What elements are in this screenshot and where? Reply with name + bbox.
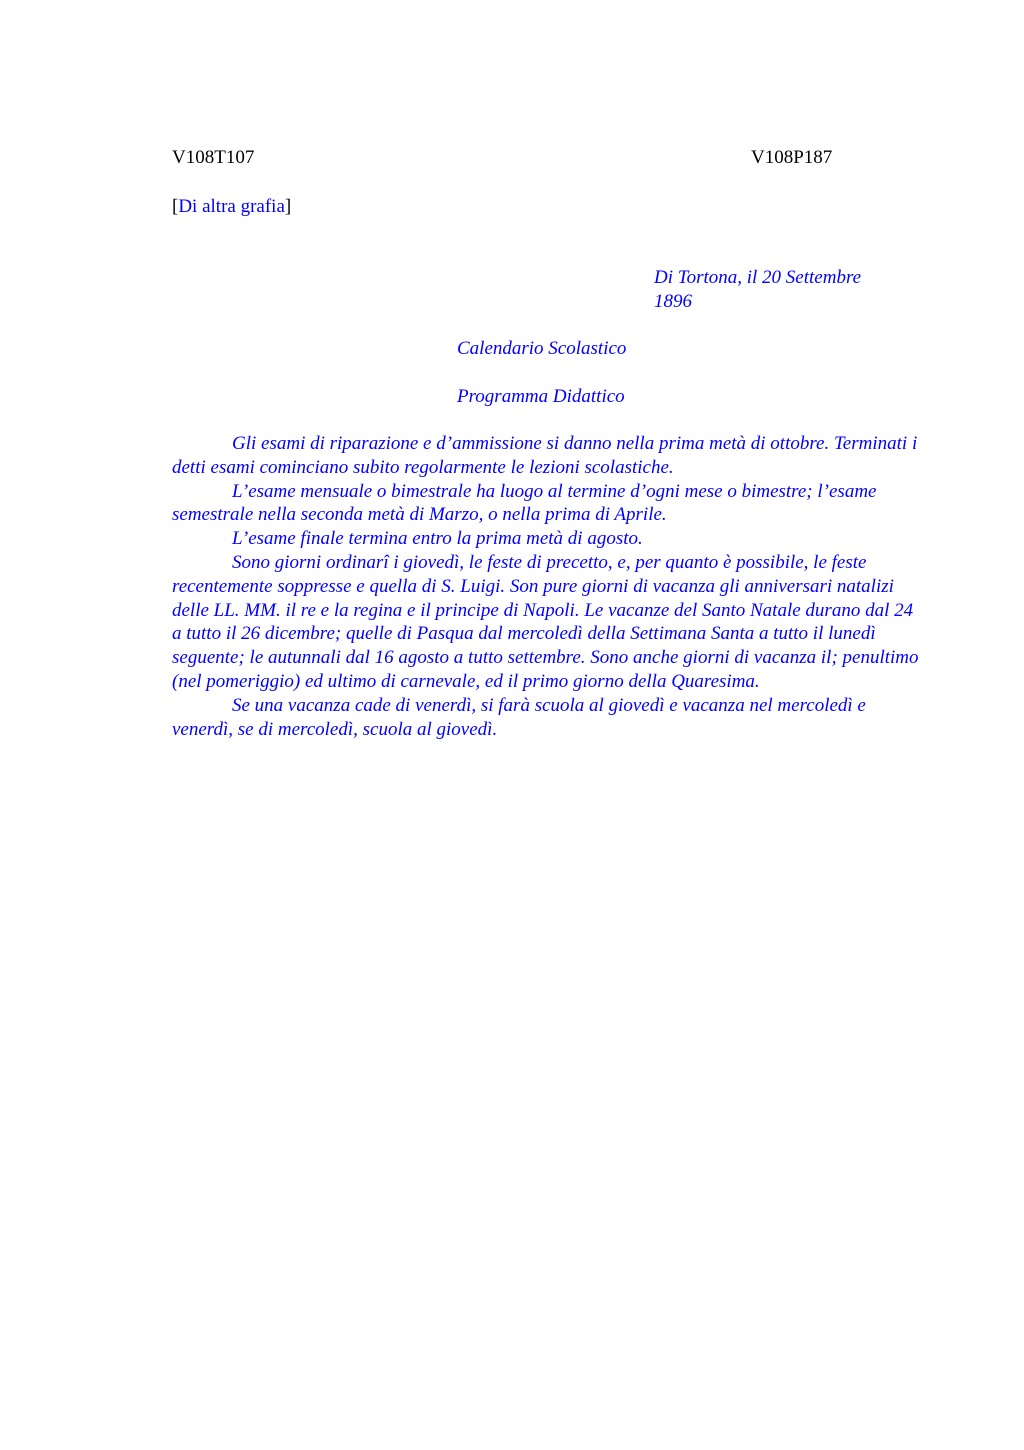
paragraph: L’esame mensuale o bimestrale ha luogo al termine d’ogni mese o bimestre; l’esame semestrale nella seconda metà di Marzo, o nella prima di Aprile. <box>172 480 877 526</box>
dateline-year: 1896 <box>654 290 692 312</box>
dateline-place-date: Di Tortona, il 20 Settembre <box>654 267 862 288</box>
document-reference-left: V108T107 <box>172 147 255 168</box>
note-close-bracket: ] <box>284 196 292 217</box>
paragraph: Se una vacanza cade di venerdì, si farà scuola al giovedì e vacanza nel mercoledì e venerdì, se di mercoledì, scuola al giovedì. <box>172 694 866 740</box>
note-text: Di altra grafia <box>178 196 285 217</box>
dateline <box>654 266 904 314</box>
editorial-note <box>172 195 291 219</box>
paragraph: Sono giorni ordinarî i giovedì, le feste di precetto, e, per quanto è possibile, le feste recentemente soppresse e quella di S. Luigi. Son pure giorni di vacanza gli anniversari natalizi delle LL. MM. il re e la regina e il principe di Napoli. Le vacanze del Santo Natale durano dal 24 a tutto il 26 dicembre; quelle di Pasqua dal mercoledì della Settimana Santa a tutto il lunedì seguente; le autunnali dal 16 agosto a tutto settembre. Sono anche giorni di vacanza il; penultimo (nel pomeriggio) ed ultimo di carnevale, ed il primo giorno della Quaresima. <box>172 551 919 692</box>
note-open-bracket: [ <box>172 196 179 217</box>
paragraph: Gli esami di riparazione e d’ammissione si danno nella prima metà di ottobre. Terminati i detti esami cominciano subito regolarmente le lezioni scolastiche. <box>172 433 918 478</box>
document-title: Calendario Scolastico <box>457 338 627 359</box>
document-reference-right: V108P187 <box>751 147 833 168</box>
paragraph: L’esame finale termina entro la prima metà di agosto. <box>232 528 643 550</box>
document-subtitle: Programma Didattico <box>457 386 625 407</box>
body-text <box>172 432 924 741</box>
